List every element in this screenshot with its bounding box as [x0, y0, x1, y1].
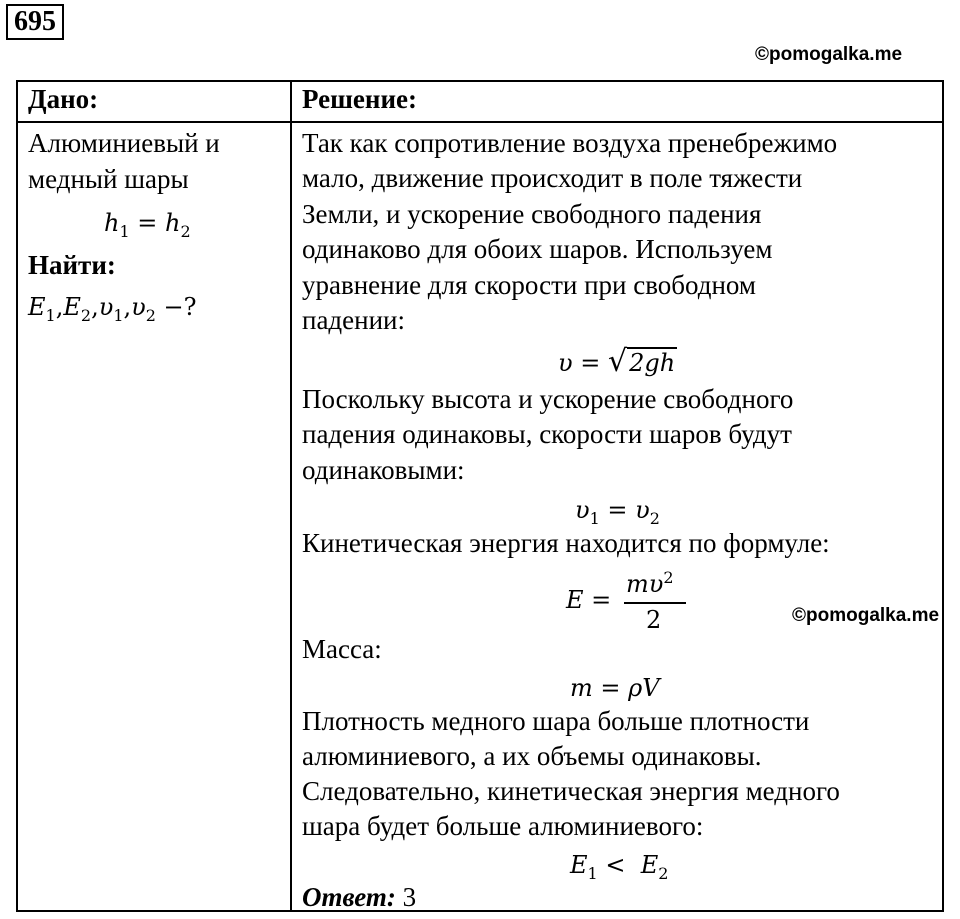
solution-text-line: одинаковыми: — [302, 455, 465, 485]
given-header: Дано: — [28, 84, 99, 114]
answer-line — [302, 880, 416, 915]
formula-equal-velocities: $\upsilon_1 = \upsilon_2$ — [575, 496, 660, 528]
formula-energy-comparison: $E_1 < E_2$ — [570, 851, 669, 883]
solution-text-line: Кинетическая энергия находится по формуле: — [302, 528, 830, 558]
problem-number: 695 — [6, 4, 64, 40]
column-divider — [290, 82, 292, 910]
watermark-middle: ©pomogalka.me — [792, 605, 940, 626]
formula-velocity: υ = √2gh — [558, 344, 676, 379]
solution-text-line: падении: — [302, 305, 406, 335]
watermark-top: ©pomogalka.me — [755, 44, 903, 65]
solution-text-line: Так как сопротивление воздуха пренебрежимо — [302, 128, 838, 158]
find-quantities: $E_1,E_2,\upsilon_1,\upsilon_2$ −? — [28, 293, 197, 325]
answer-label: Ответ: — [302, 882, 396, 912]
formula-mass: m = ρV — [570, 674, 660, 702]
solution-text-line: Плотность медного шара больше плотности — [302, 706, 810, 736]
solution-text-line: мало, движение происходит в поле тяжести — [302, 163, 803, 193]
solution-text-line: уравнение для скорости при свободном — [302, 270, 756, 300]
formula-kinetic-energy: E = $m\upsilon^2$ 2 — [566, 568, 706, 638]
solution-text-line: Масса: — [302, 634, 382, 664]
given-condition: $h_1 = h_2$ — [104, 209, 191, 241]
solution-text-line: одинаково для обоих шаров. Используем — [302, 234, 773, 264]
solution-text-line: падения одинаковы, скорости шаров будут — [302, 419, 792, 449]
given-line-2: медный шары — [28, 164, 189, 194]
solution-text-line: алюминиевого, а их объемы одинаковы. — [302, 741, 762, 771]
given-line-1: Алюминиевый и — [28, 128, 220, 158]
answer-value: 3 — [395, 882, 417, 912]
header-divider — [18, 121, 942, 123]
solution-text-line: шара будет больше алюминиевого: — [302, 811, 704, 841]
solution-text-line: Поскольку высота и ускорение свободного — [302, 384, 794, 414]
solution-text-line: Следовательно, кинетическая энергия медного — [302, 776, 840, 806]
find-header: Найти: — [28, 250, 116, 280]
solution-text-line: Земли, и ускорение свободного падения — [302, 199, 762, 229]
solution-header: Решение: — [302, 84, 417, 114]
solution-table — [16, 80, 944, 912]
